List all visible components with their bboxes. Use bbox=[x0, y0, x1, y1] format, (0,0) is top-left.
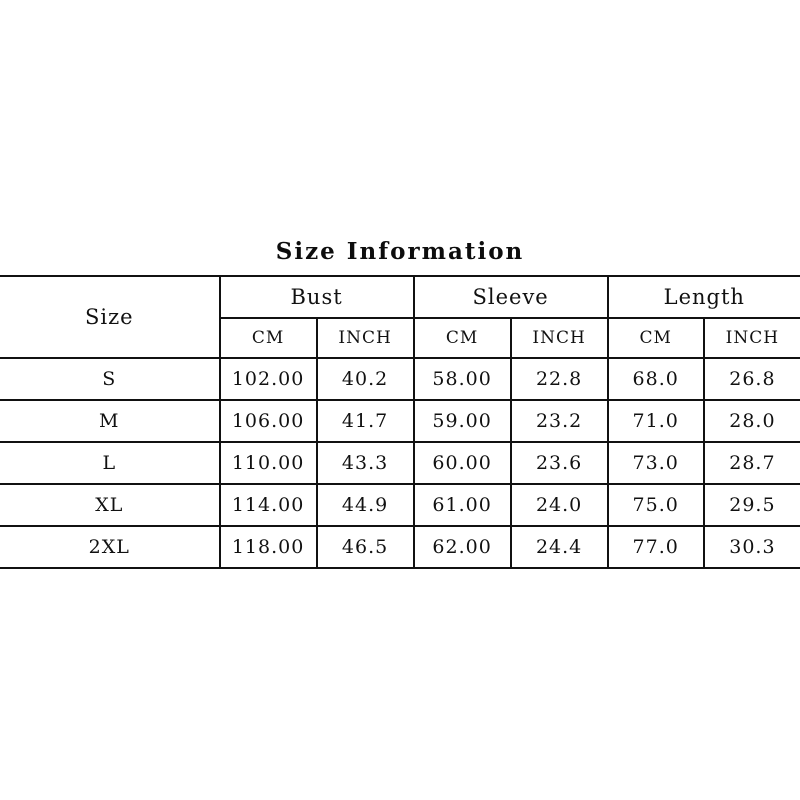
cell-length-cm: 68.0 bbox=[608, 358, 704, 400]
cell-sleeve-inch: 22.8 bbox=[511, 358, 608, 400]
header-group-length: Length bbox=[608, 276, 800, 318]
header-unit-sleeve-cm: CM bbox=[414, 318, 511, 358]
size-information-block bbox=[0, 238, 800, 569]
header-group-sleeve: Sleeve bbox=[414, 276, 608, 318]
header-unit-bust-cm: CM bbox=[220, 318, 317, 358]
cell-size: L bbox=[0, 442, 220, 484]
header-unit-bust-inch: INCH bbox=[317, 318, 414, 358]
cell-bust-inch: 41.7 bbox=[317, 400, 414, 442]
cell-length-cm: 71.0 bbox=[608, 400, 704, 442]
cell-size: M bbox=[0, 400, 220, 442]
cell-size: XL bbox=[0, 484, 220, 526]
cell-size: 2XL bbox=[0, 526, 220, 568]
page-title: Size Information bbox=[275, 238, 525, 265]
cell-sleeve-inch: 23.6 bbox=[511, 442, 608, 484]
cell-sleeve-cm: 61.00 bbox=[414, 484, 511, 526]
cell-length-cm: 75.0 bbox=[608, 484, 704, 526]
cell-sleeve-cm: 59.00 bbox=[414, 400, 511, 442]
cell-bust-inch: 44.9 bbox=[317, 484, 414, 526]
header-size: Size bbox=[0, 276, 220, 358]
cell-bust-cm: 110.00 bbox=[220, 442, 317, 484]
cell-length-inch: 30.3 bbox=[704, 526, 800, 568]
cell-bust-cm: 114.00 bbox=[220, 484, 317, 526]
cell-sleeve-inch: 24.0 bbox=[511, 484, 608, 526]
size-information-table bbox=[0, 275, 800, 569]
header-unit-sleeve-inch: INCH bbox=[511, 318, 608, 358]
cell-sleeve-cm: 60.00 bbox=[414, 442, 511, 484]
cell-sleeve-inch: 23.2 bbox=[511, 400, 608, 442]
cell-bust-cm: 106.00 bbox=[220, 400, 317, 442]
table-header-row-groups bbox=[0, 276, 800, 318]
header-group-bust: Bust bbox=[220, 276, 414, 318]
cell-sleeve-cm: 58.00 bbox=[414, 358, 511, 400]
cell-size: S bbox=[0, 358, 220, 400]
table-row bbox=[0, 358, 800, 400]
cell-sleeve-cm: 62.00 bbox=[414, 526, 511, 568]
table-row bbox=[0, 400, 800, 442]
cell-length-inch: 28.0 bbox=[704, 400, 800, 442]
cell-bust-cm: 102.00 bbox=[220, 358, 317, 400]
cell-bust-inch: 43.3 bbox=[317, 442, 414, 484]
header-unit-length-cm: CM bbox=[608, 318, 704, 358]
table-row bbox=[0, 526, 800, 568]
cell-length-inch: 26.8 bbox=[704, 358, 800, 400]
cell-bust-cm: 118.00 bbox=[220, 526, 317, 568]
cell-length-cm: 77.0 bbox=[608, 526, 704, 568]
cell-bust-inch: 46.5 bbox=[317, 526, 414, 568]
cell-bust-inch: 40.2 bbox=[317, 358, 414, 400]
table-row bbox=[0, 484, 800, 526]
cell-length-inch: 29.5 bbox=[704, 484, 800, 526]
cell-length-cm: 73.0 bbox=[608, 442, 704, 484]
header-unit-length-inch: INCH bbox=[704, 318, 800, 358]
cell-sleeve-inch: 24.4 bbox=[511, 526, 608, 568]
cell-length-inch: 28.7 bbox=[704, 442, 800, 484]
table-row bbox=[0, 442, 800, 484]
